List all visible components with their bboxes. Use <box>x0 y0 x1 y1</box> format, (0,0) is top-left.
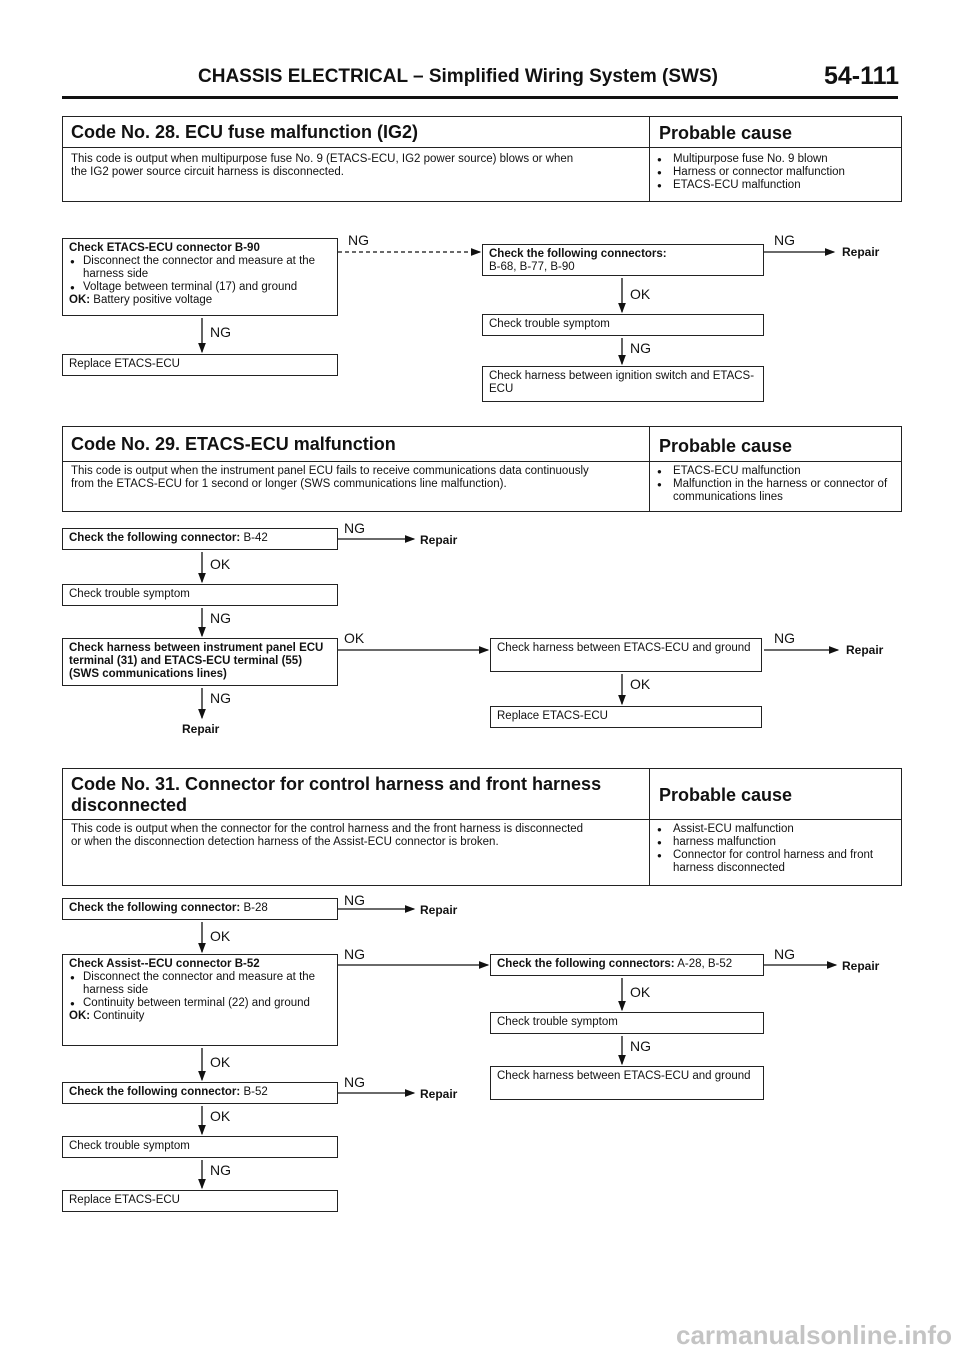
ng-label: NG <box>210 1162 231 1178</box>
code31-probable-cause-title: Probable cause <box>659 785 793 805</box>
code29-check-harness-sws: Check harness between instrument panel ECU terminal (31) and ETACS-ECU terminal (55) (SWS communications lines) <box>62 638 338 686</box>
code29-description: This code is output when the instrument panel ECU fails to receive communications data continuously from the ETACS-ECU for 1 second or longer (SWS communications line malfunction). <box>71 465 589 490</box>
repair-label: Repair <box>182 722 220 736</box>
ng-label: NG <box>774 630 795 646</box>
code29-check-connector-b42: Check the following connector: B-42 <box>62 528 338 550</box>
ng-label: NG <box>344 1074 365 1090</box>
cause-item: ● Harness or connector malfunction <box>657 166 897 179</box>
ng-label: NG <box>348 232 369 248</box>
code29-check-trouble-symptom: Check trouble symptom <box>62 584 338 606</box>
repair-label: Repair <box>420 533 458 547</box>
ng-label: NG <box>630 1038 651 1054</box>
code31-replace-etacs: Replace ETACS-ECU <box>62 1190 338 1212</box>
code28-check-connectors: Check the following connectors: B-68, B-77, B-90 <box>482 244 764 276</box>
code29-title: Code No. 29. ETACS-ECU malfunction <box>71 434 396 454</box>
ok-label: OK <box>210 556 231 572</box>
code28-probable-cause-title: Probable cause <box>659 123 793 143</box>
ng-label: NG <box>344 892 365 908</box>
code28-description: This code is output when multipurpose fuse No. 9 (ETACS-ECU, IG2 power source) blows or when the IG2 power source circuit harness is disconnected. <box>71 153 574 178</box>
repair-label: Repair <box>842 959 880 973</box>
repair-label: Repair <box>420 903 458 917</box>
code31-check-connector-b28: Check the following connector: B-28 <box>62 898 338 920</box>
code31-check-trouble-symptom-right: Check trouble symptom <box>490 1012 764 1034</box>
code28-title: Code No. 28. ECU fuse malfunction (IG2) <box>71 122 419 142</box>
ng-label: NG <box>630 340 651 356</box>
ng-label: NG <box>774 232 795 248</box>
cause-item: ● Assist-ECU malfunction <box>657 823 897 836</box>
code28-check-trouble-symptom: Check trouble symptom <box>482 314 764 336</box>
cause-item: ● ETACS-ECU malfunction <box>657 179 897 192</box>
code29-probable-cause-title: Probable cause <box>659 436 793 456</box>
code28-check-harness-ignition: Check harness between ignition switch and ETACS-ECU <box>482 366 764 402</box>
code31-check-connector-b52: Check the following connector: B-52 <box>62 1082 338 1104</box>
ok-label: OK <box>630 984 651 1000</box>
repair-label: Repair <box>420 1087 458 1101</box>
code31-check-connectors-a28-b52: Check the following connectors: A-28, B-52 <box>490 954 764 976</box>
repair-label: Repair <box>846 643 884 657</box>
cause-item: ● Connector for control harness and front harness disconnected <box>657 849 897 875</box>
code28-check-connector-b90: Check ETACS-ECU connector B-90 ● Disconnect the connector and measure at the harness side ● Voltage between terminal (17) and ground OK: Battery positive voltage <box>62 238 338 316</box>
ng-label: NG <box>344 946 365 962</box>
ok-label: OK <box>344 630 365 646</box>
code28-replace-etacs: Replace ETACS-ECU <box>62 354 338 376</box>
code31-check-harness-ground: Check harness between ETACS-ECU and ground <box>490 1066 764 1100</box>
ok-label: OK <box>210 1108 231 1124</box>
ng-label: NG <box>210 610 231 626</box>
cause-item: ● Multipurpose fuse No. 9 blown <box>657 153 897 166</box>
cause-item: ● Malfunction in the harness or connector of communications lines <box>657 478 897 504</box>
cause-item: ● harness malfunction <box>657 836 897 849</box>
code31-check-trouble-symptom: Check trouble symptom <box>62 1136 338 1158</box>
ok-label: OK <box>210 928 231 944</box>
page-number: 54-111 <box>824 62 900 90</box>
cause-item: ● ETACS-ECU malfunction <box>657 465 897 478</box>
ng-label: NG <box>210 324 231 340</box>
ng-label: NG <box>344 520 365 536</box>
ok-label: OK <box>630 286 651 302</box>
code31-title: Code No. 31. Connector for control harness and front harness disconnected <box>71 774 602 815</box>
ng-label: NG <box>774 946 795 962</box>
code29-check-harness-ground: Check harness between ETACS-ECU and ground <box>490 638 762 672</box>
page-header: CHASSIS ELECTRICAL – Simplified Wiring System (SWS) <box>198 66 718 87</box>
repair-label: Repair <box>842 245 880 259</box>
ok-label: OK <box>630 676 651 692</box>
ng-label: NG <box>210 690 231 706</box>
code31-description: This code is output when the connector for the control harness and the front harness is disconnected or when the disconnection detection harness of the Assist-ECU connector is broken. <box>71 823 584 848</box>
watermark: carmanualsonline.info <box>676 1320 952 1350</box>
code29-replace-etacs: Replace ETACS-ECU <box>490 706 762 728</box>
ok-label: OK <box>210 1054 231 1070</box>
code31-check-assist-ecu-b52: Check Assist--ECU connector B-52 ● Disconnect the connector and measure at the harness side ● Continuity between terminal (22) and ground OK: Continuity <box>62 954 338 1046</box>
